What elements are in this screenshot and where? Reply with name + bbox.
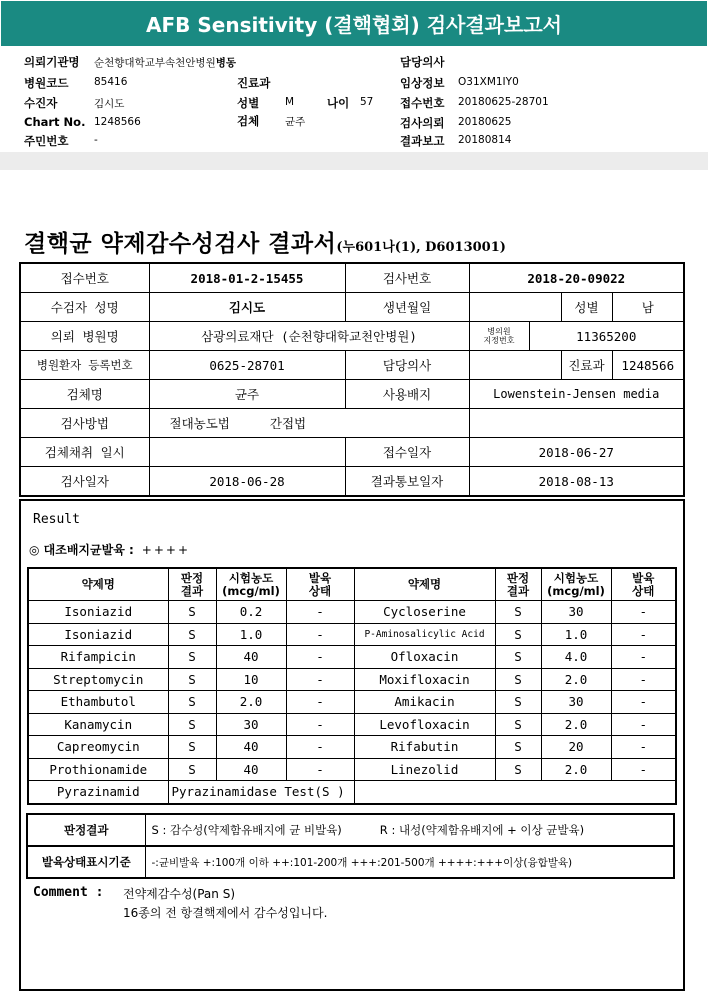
hospital-code-value: 85416 xyxy=(94,76,128,88)
drug-conc: 1.0 xyxy=(216,623,286,646)
patient-reg-label: 병원환자 등록번호 xyxy=(20,351,149,380)
drug-result: S xyxy=(495,623,541,646)
test-date-value: 2018-06-28 xyxy=(149,467,345,497)
drug-name: Prothionamide xyxy=(28,758,168,781)
received-value: 2018-06-27 xyxy=(469,438,684,467)
dept-label: 진료과 xyxy=(561,351,612,380)
notify-value: 2018-08-13 xyxy=(469,467,684,497)
drug-conc: 30 xyxy=(541,691,611,714)
request-row xyxy=(400,115,512,131)
ward-label: 병동 xyxy=(215,57,237,69)
drug-growth: - xyxy=(286,691,354,714)
drug-row xyxy=(28,601,676,624)
receipt-no-value: 2018-01-2-15455 xyxy=(149,263,345,293)
resident-value: - xyxy=(94,134,98,146)
receipt-label: 접수번호 xyxy=(400,96,445,110)
designated-label xyxy=(469,322,529,351)
drug-row xyxy=(28,758,676,781)
result-sheet-code: (누601나(1), D6013001) xyxy=(336,240,506,255)
table-row xyxy=(20,380,684,409)
table-row xyxy=(20,438,684,467)
dob-label: 생년월일 xyxy=(345,293,469,322)
drug-result: S xyxy=(168,623,216,646)
judge-header xyxy=(495,568,541,601)
pyrazinamid-empty xyxy=(354,781,676,804)
drug-name: Amikacin xyxy=(354,691,495,714)
notify-label: 결과통보일자 xyxy=(345,467,469,497)
drug-result: S xyxy=(495,691,541,714)
drug-growth: - xyxy=(286,758,354,781)
pyrazinamid-test: Pyrazinamidase Test(S ) xyxy=(168,781,354,804)
chart-value: 1248566 xyxy=(94,116,141,128)
drug-growth: - xyxy=(286,601,354,624)
growth-legend xyxy=(26,845,675,879)
growth-legend-text: -:균비발육 +:100개 이하 ++:101-200개 +++:201-500개 ++++:+++이상(융합발육) xyxy=(145,846,674,878)
receipt-row xyxy=(400,95,549,111)
judge-header xyxy=(168,568,216,601)
drug-name: Isoniazid xyxy=(28,601,168,624)
drug-name: Capreomycin xyxy=(28,736,168,759)
method-1: 절대농도법 xyxy=(169,416,230,431)
drug-name: P-Aminosalicylic Acid xyxy=(354,623,495,646)
drug-result: S xyxy=(168,601,216,624)
judge-legend-r: R : 내성(약제함유배지에 + 이상 균발육) xyxy=(379,823,585,837)
method-value xyxy=(149,409,469,438)
conc-header xyxy=(541,568,611,601)
result-label: Result xyxy=(33,512,80,527)
dept-row xyxy=(237,75,270,91)
drug-row xyxy=(28,623,676,646)
drug-row xyxy=(28,646,676,669)
table-row xyxy=(20,409,684,438)
report-title-bar xyxy=(1,1,707,46)
report-title: AFB Sensitivity (결핵협회) 검사결과보고서 xyxy=(146,13,562,37)
report-label: 결과보고 xyxy=(400,134,445,148)
growth-header xyxy=(611,568,676,601)
drug-result: S xyxy=(168,758,216,781)
drug-growth: - xyxy=(286,623,354,646)
method-label: 검사방법 xyxy=(20,409,149,438)
table-row xyxy=(20,322,684,351)
judge-header-1: 판정 xyxy=(506,570,530,585)
clinical-row xyxy=(400,75,519,91)
table-row xyxy=(27,846,674,878)
resident-label: 주민번호 xyxy=(24,134,69,148)
drug-conc: 2.0 xyxy=(216,691,286,714)
medium-value: Lowenstein-Jensen media xyxy=(469,380,684,409)
specimen-label: 검체명 xyxy=(20,380,149,409)
drug-result: S xyxy=(495,601,541,624)
age-label: 나이 xyxy=(327,96,350,110)
growth-legend-label: 발육상태표시기준 xyxy=(27,846,145,878)
hospital-value: 삼광의료재단 (순천향대학교천안병원) xyxy=(149,322,469,351)
drug-name: Moxifloxacin xyxy=(354,668,495,691)
judge-header-2: 결과 xyxy=(180,583,204,598)
institution-value xyxy=(94,55,236,70)
designated-value: 11365200 xyxy=(529,322,684,351)
request-value: 20180625 xyxy=(458,116,512,128)
hospital-code-row xyxy=(24,75,128,91)
judge-header-1: 판정 xyxy=(180,570,204,585)
drug-growth: - xyxy=(611,736,676,759)
drug-conc: 4.0 xyxy=(541,646,611,669)
drug-growth: - xyxy=(611,691,676,714)
conc-header xyxy=(216,568,286,601)
drug-conc: 40 xyxy=(216,758,286,781)
drug-name: Ethambutol xyxy=(28,691,168,714)
drug-row xyxy=(28,736,676,759)
drug-result: S xyxy=(495,758,541,781)
sex-label: 성별 xyxy=(561,293,612,322)
drug-name: Linezolid xyxy=(354,758,495,781)
drug-conc: 30 xyxy=(216,713,286,736)
drug-growth: - xyxy=(611,668,676,691)
hospital-label: 의뢰 병원명 xyxy=(20,322,149,351)
method-empty xyxy=(469,409,684,438)
drug-growth: - xyxy=(611,758,676,781)
specimen-value: 균주 xyxy=(285,116,306,128)
dept-value: 1248566 xyxy=(612,351,684,380)
drug-name: Rifabutin xyxy=(354,736,495,759)
drug-result: S xyxy=(495,668,541,691)
drug-growth: - xyxy=(286,713,354,736)
drug-growth: - xyxy=(611,713,676,736)
sex-label: 성별 xyxy=(237,96,260,110)
method-2: 간접법 xyxy=(269,416,307,431)
drug-header: 약제명 xyxy=(28,568,168,601)
judge-legend xyxy=(26,813,675,847)
age-value: 57 xyxy=(360,96,374,108)
drug-name: Streptomycin xyxy=(28,668,168,691)
drug-header: 약제명 xyxy=(354,568,495,601)
name-value: 김시도 xyxy=(149,293,345,322)
clinical-value: O31XM1IY0 xyxy=(458,76,519,88)
drug-conc: 20 xyxy=(541,736,611,759)
drug-conc: 40 xyxy=(216,736,286,759)
resident-row xyxy=(24,133,98,149)
growth-header-2: 상태 xyxy=(632,583,655,598)
collect-label: 검체채취 일시 xyxy=(20,438,149,467)
growth-header xyxy=(286,568,354,601)
receipt-no-label: 접수번호 xyxy=(20,263,149,293)
conc-header-1: 시험농도 xyxy=(228,570,274,585)
growth-header-1: 발육 xyxy=(308,570,332,585)
drug-name: Isoniazid xyxy=(28,623,168,646)
drug-result: S xyxy=(168,713,216,736)
drug-conc: 0.2 xyxy=(216,601,286,624)
drug-conc: 40 xyxy=(216,646,286,669)
pyrazinamid-row xyxy=(28,781,676,804)
drug-result: S xyxy=(495,713,541,736)
drug-conc: 1.0 xyxy=(541,623,611,646)
drug-conc: 30 xyxy=(541,601,611,624)
receipt-value: 20180625-28701 xyxy=(458,96,549,108)
drug-result: S xyxy=(495,736,541,759)
institution-row xyxy=(24,54,237,70)
comment-label: Comment : xyxy=(33,885,104,900)
dob-value xyxy=(469,293,561,322)
drug-result: S xyxy=(168,736,216,759)
judge-legend-text xyxy=(145,814,674,846)
sex-value: M xyxy=(285,96,295,108)
patient-reg-value: 0625-28701 xyxy=(149,351,345,380)
specimen-value: 균주 xyxy=(149,380,345,409)
drug-result: S xyxy=(495,646,541,669)
colony-value: ++++ xyxy=(141,543,190,557)
table-row xyxy=(20,293,684,322)
comment-line-2: 16종의 전 항결핵제에서 감수성입니다. xyxy=(123,906,328,920)
conc-header-1: 시험농도 xyxy=(553,570,599,585)
colony-growth xyxy=(29,541,190,558)
specimen-row xyxy=(237,113,306,129)
drug-row xyxy=(28,713,676,736)
comment-line-1: 전약제감수성(Pan S) xyxy=(123,887,236,901)
hospital-code-label: 병원코드 xyxy=(24,76,69,90)
drug-name: Levofloxacin xyxy=(354,713,495,736)
dept-label: 진료과 xyxy=(237,76,271,90)
name-label: 수검자 성명 xyxy=(20,293,149,322)
table-row xyxy=(20,467,684,497)
clinical-label: 임상정보 xyxy=(400,76,445,90)
report-value: 20180814 xyxy=(458,134,512,146)
institution-name: 순천향대학교부속천안병원 xyxy=(94,57,216,69)
pyrazinamid-name: Pyrazinamid xyxy=(28,781,168,804)
patient-info-table xyxy=(19,262,685,497)
drug-table xyxy=(27,567,677,805)
test-no-value: 2018-20-09022 xyxy=(469,263,684,293)
drug-growth: - xyxy=(611,623,676,646)
result-sheet-title xyxy=(24,225,506,258)
report-row xyxy=(400,133,512,149)
table-row xyxy=(27,814,674,846)
test-no-label: 검사번호 xyxy=(345,263,469,293)
designated-label-2: 지정번호 xyxy=(483,336,515,345)
drug-growth: - xyxy=(611,646,676,669)
doctor-row xyxy=(400,54,444,70)
drug-conc: 10 xyxy=(216,668,286,691)
drug-row xyxy=(28,668,676,691)
request-label: 검사의뢰 xyxy=(400,116,445,130)
drug-result: S xyxy=(168,646,216,669)
conc-header-2: (mcg/ml) xyxy=(547,583,605,598)
doctor-value xyxy=(469,351,561,380)
result-sheet-heading: 결핵균 약제감수성검사 결과서 xyxy=(24,230,337,257)
drug-row xyxy=(28,691,676,714)
drug-name: Rifampicin xyxy=(28,646,168,669)
conc-header-2: (mcg/ml) xyxy=(222,583,280,598)
comment-block xyxy=(33,885,328,920)
patient-value: 김시도 xyxy=(94,98,125,110)
chart-row xyxy=(24,115,141,129)
doctor-label: 담당의사 xyxy=(345,351,469,380)
table-row xyxy=(20,351,684,380)
drug-conc: 2.0 xyxy=(541,713,611,736)
judge-legend-s: S : 감수성(약제함유배지에 균 비발육) xyxy=(151,823,342,837)
drug-growth: - xyxy=(286,646,354,669)
drug-conc: 2.0 xyxy=(541,668,611,691)
drug-conc: 2.0 xyxy=(541,758,611,781)
drug-result: S xyxy=(168,668,216,691)
judge-legend-label: 판정결과 xyxy=(27,814,145,846)
drug-growth: - xyxy=(286,736,354,759)
separator-band xyxy=(0,152,708,170)
growth-header-1: 발육 xyxy=(632,570,655,585)
doctor-label: 담당의사 xyxy=(400,55,445,69)
patient-label: 수진자 xyxy=(24,96,58,110)
drug-name: Kanamycin xyxy=(28,713,168,736)
table-row xyxy=(20,263,684,293)
judge-header-2: 결과 xyxy=(506,583,530,598)
medium-label: 사용배지 xyxy=(345,380,469,409)
drug-name: Ofloxacin xyxy=(354,646,495,669)
chart-label: Chart No. xyxy=(24,115,86,129)
drug-growth: - xyxy=(286,668,354,691)
growth-header-2: 상태 xyxy=(308,583,332,598)
drug-header-row xyxy=(28,568,676,601)
sex-age-row xyxy=(237,95,374,111)
drug-growth: - xyxy=(611,601,676,624)
test-date-label: 검사일자 xyxy=(20,467,149,497)
drug-name: Cycloserine xyxy=(354,601,495,624)
institution-label: 의뢰기관명 xyxy=(24,55,80,69)
drug-result: S xyxy=(168,691,216,714)
received-label: 접수일자 xyxy=(345,438,469,467)
patient-row xyxy=(24,95,125,111)
designated-label-1: 병의원 xyxy=(487,327,511,336)
sex-value: 남 xyxy=(612,293,684,322)
collect-value xyxy=(149,438,345,467)
colony-label: ◎ 대조배지균발육 : xyxy=(29,543,134,557)
specimen-label: 검체 xyxy=(237,114,260,128)
